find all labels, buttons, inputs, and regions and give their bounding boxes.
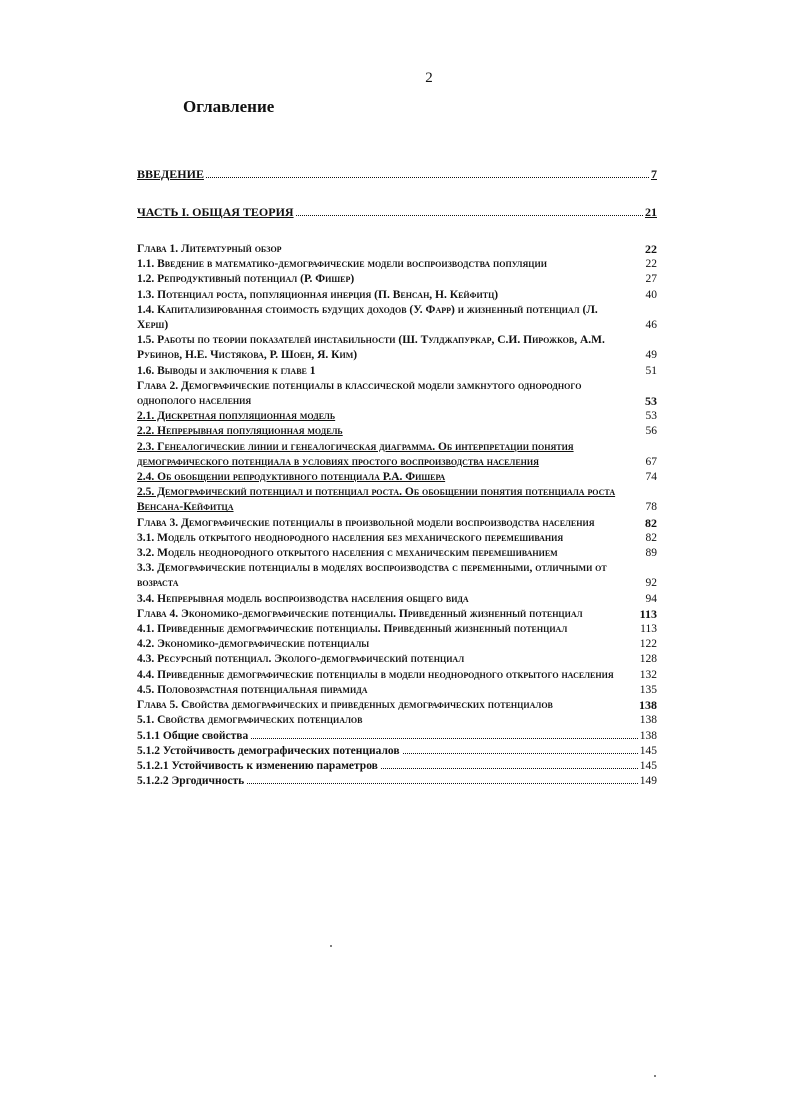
- toc-section-2-5[interactable]: 2.5. Демографический потенциал и потенциал роста. Об обобщении понятия потенциала роста Венсана-Кейфитца 78: [137, 486, 657, 514]
- toc-section-5-1-2-2[interactable]: 5.1.2.2 Эргодичность 149: [137, 775, 657, 788]
- dot-leader: [381, 768, 638, 769]
- dot-leader: [206, 177, 649, 178]
- toc-section-3-3[interactable]: 3.3. Демографические потенциалы в моделях воспроизводства с переменными, отличными от возраста 92: [137, 562, 657, 590]
- toc-section-3-1[interactable]: 3.1. Модель открытого неоднородного населения без механического перемешивания 82: [137, 531, 657, 544]
- toc-chapter-1[interactable]: Глава 1. Литературный обзор 22: [137, 242, 657, 256]
- toc-section-1-1[interactable]: 1.1. Введение в математико-демографические модели воспроизводства популяции 22: [137, 258, 657, 271]
- toc-section-3-2[interactable]: 3.2. Модель неоднородного открытого населения с механическим перемешиванием 89: [137, 547, 657, 560]
- toc-section-4-1[interactable]: 4.1. Приведенные демографические потенциалы. Приведенный жизненный потенциал 113: [137, 623, 657, 636]
- toc-section-4-4[interactable]: 4.4. Приведенные демографические потенциалы в модели неоднородного открытого населения 132: [137, 668, 657, 681]
- toc-section-3-4[interactable]: 3.4. Непрерывная модель воспроизводства населения общего вида 94: [137, 592, 657, 605]
- toc-section-2-4[interactable]: 2.4. Об обобщении репродуктивного потенциала Р.А. Фишера 74: [137, 471, 657, 484]
- toc-section-5-1-1[interactable]: 5.1.1 Общие свойства 138: [137, 729, 657, 742]
- page-number: 2: [425, 70, 433, 86]
- toc-chapter-4[interactable]: Глава 4. Экономико-демографические потенциалы. Приведенный жизненный потенциал 113: [137, 606, 657, 621]
- toc-section-1-6[interactable]: 1.6. Выводы и заключения к главе 1 51: [137, 364, 657, 377]
- toc-part-1-page: 21: [645, 205, 657, 219]
- toc-section-1-3[interactable]: 1.3. Потенциал роста, популяционная инерция (П. Венсан, Н. Кейфитц) 40: [137, 288, 657, 301]
- toc-section-2-2[interactable]: 2.2. Непрерывная популяционная модель 56: [137, 425, 657, 438]
- dot-leader: [247, 783, 638, 784]
- dot-leader: [403, 753, 638, 754]
- toc-section-2-1[interactable]: 2.1. Дискретная популяционная модель 53: [137, 410, 657, 423]
- toc-section-5-1[interactable]: 5.1. Свойства демографических потенциалов 138: [137, 714, 657, 727]
- toc-chapter-5[interactable]: Глава 5. Свойства демографических и приведенных демографических потенциалов 138: [137, 698, 657, 713]
- toc-section-1-5[interactable]: 1.5. Работы по теории показателей инстабильности (Ш. Тулджапуркар, С.И. Пирожков, А.М. Рубинов, Н.Е. Чистякова, Р. Шоен, Я. Ким) 49: [137, 334, 657, 362]
- toc-section-5-1-2[interactable]: 5.1.2 Устойчивость демографических потенциалов 145: [137, 744, 657, 757]
- toc-section-5-1-2-1[interactable]: 5.1.2.1 Устойчивость к изменению параметров 145: [137, 759, 657, 772]
- toc-chapter-3[interactable]: Глава 3. Демографические потенциалы в произвольной модели воспроизводства населения 82: [137, 515, 657, 530]
- toc-part-1[interactable]: [137, 205, 657, 220]
- toc-introduction-page: 7: [651, 167, 657, 181]
- toc-part-1-label: ЧАСТЬ I. ОБЩАЯ ТЕОРИЯ: [137, 205, 294, 219]
- toc-section-1-2[interactable]: 1.2. Репродуктивный потенциал (Р. Фишер) 27: [137, 273, 657, 286]
- toc-section-4-2[interactable]: 4.2. Экономико-демографические потенциалы 122: [137, 638, 657, 651]
- toc-introduction-label: ВВЕДЕНИЕ: [137, 167, 204, 181]
- toc-list: [137, 242, 657, 789]
- toc-section-2-3[interactable]: 2.3. Генеалогические линии и генеалогическая диаграмма. Об интерпретации понятия демографического потенциала в условиях простого воспроизводства населения 67: [137, 440, 657, 468]
- dot-leader: [296, 215, 643, 216]
- scan-speck: [330, 945, 332, 947]
- toc-heading: Оглавление: [183, 97, 275, 116]
- dot-leader: [251, 738, 638, 739]
- toc-section-4-3[interactable]: 4.3. Ресурсный потенциал. Эколого-демографический потенциал 128: [137, 653, 657, 666]
- toc-section-4-5[interactable]: 4.5. Половозрастная потенциальная пирамида 135: [137, 683, 657, 696]
- scan-speck: [654, 1075, 656, 1077]
- toc-introduction[interactable]: [137, 167, 657, 182]
- toc-section-1-4[interactable]: 1.4. Капитализированная стоимость будущих доходов (У. Фарр) и жизненный потенциал (Л. Херш) 46: [137, 303, 657, 332]
- toc-chapter-2[interactable]: Глава 2. Демографические потенциалы в классической модели замкнутого однородного однополого населения 53: [137, 379, 657, 409]
